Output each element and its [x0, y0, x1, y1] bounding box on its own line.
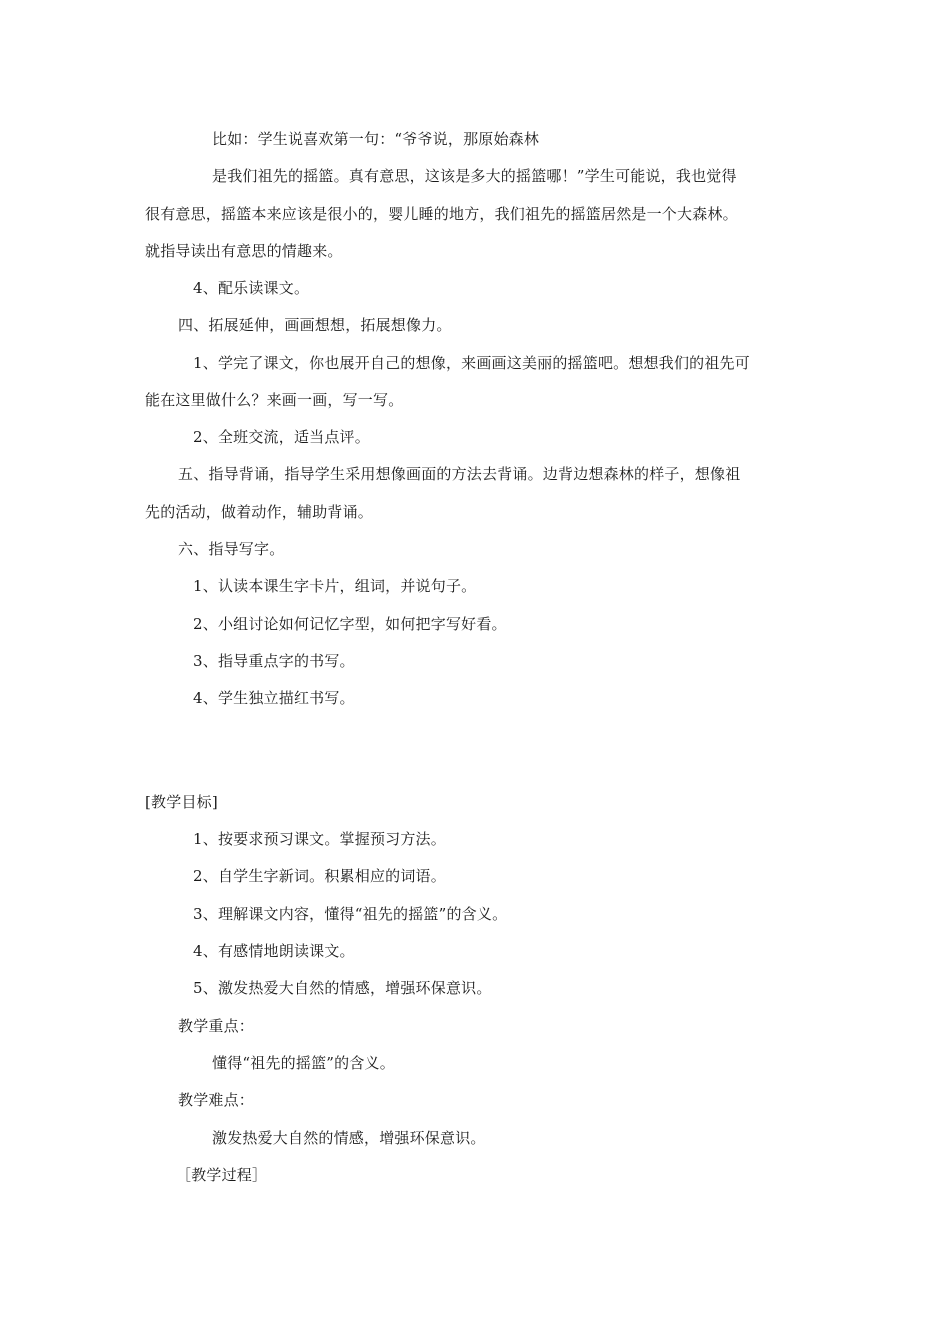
goal-item-1: 1、按要求预习课文。掌握预习方法。: [193, 830, 446, 848]
step-read-with-music: 4、配乐读课文。: [193, 279, 310, 297]
section-four-item-1: 1、学完了课文，你也展开自己的想像，来画画这美丽的摇篮吧。想想我们的祖先可: [193, 354, 750, 372]
difficulty-text: 激发热爱大自然的情感，增强环保意识。: [212, 1129, 486, 1147]
section-six-item-1: 1、认读本课生字卡片，组词，并说句子。: [193, 577, 477, 595]
example-guidance-line: 就指导读出有意思的情趣来。: [145, 242, 343, 260]
section-six-item-2: 2、小组讨论如何记忆字型，如何把字写好看。: [193, 615, 507, 633]
section-six-item-3: 3、指导重点字的书写。: [193, 652, 355, 670]
key-point-text: 懂得“祖先的摇篮”的含义。: [212, 1054, 395, 1072]
teaching-goals-heading: [教学目标]: [145, 793, 218, 811]
section-four-item-2: 2、全班交流，适当点评。: [193, 428, 370, 446]
section-five-heading: 五、指导背诵，指导学生采用想像画面的方法去背诵。边背边想森林的样子，想像祖: [178, 465, 741, 483]
key-point-heading: 教学重点：: [178, 1017, 255, 1035]
section-four-item-1-continued: 能在这里做什么？来画一画，写一写。: [145, 391, 404, 409]
section-four-heading: 四、拓展延伸，画画想想，拓展想像力。: [178, 316, 452, 334]
example-intro-line: 比如：学生说喜欢第一句：“爷爷说，那原始森林: [212, 130, 540, 148]
difficulty-heading: 教学难点：: [178, 1091, 255, 1109]
teaching-process-heading: ［教学过程］: [176, 1166, 268, 1184]
section-five-continued: 先的活动，做着动作，辅助背诵。: [145, 503, 374, 521]
goal-item-2: 2、自学生字新词。积累相应的词语。: [193, 867, 446, 885]
goal-item-5: 5、激发热爱大自然的情感，增强环保意识。: [193, 979, 492, 997]
section-six-heading: 六、指导写字。: [178, 540, 285, 558]
section-six-item-4: 4、学生独立描红书写。: [193, 689, 355, 707]
example-quote-line: 是我们祖先的摇篮。真有意思，这该是多大的摇篮哪！”学生可能说，我也觉得: [212, 167, 737, 185]
example-explanation-line: 很有意思，摇篮本来应该是很小的，婴儿睡的地方，我们祖先的摇篮居然是一个大森林。: [145, 205, 738, 223]
goal-item-4: 4、有感情地朗读课文。: [193, 942, 355, 960]
goal-item-3: 3、理解课文内容，懂得“祖先的摇篮”的含义。: [193, 905, 508, 923]
